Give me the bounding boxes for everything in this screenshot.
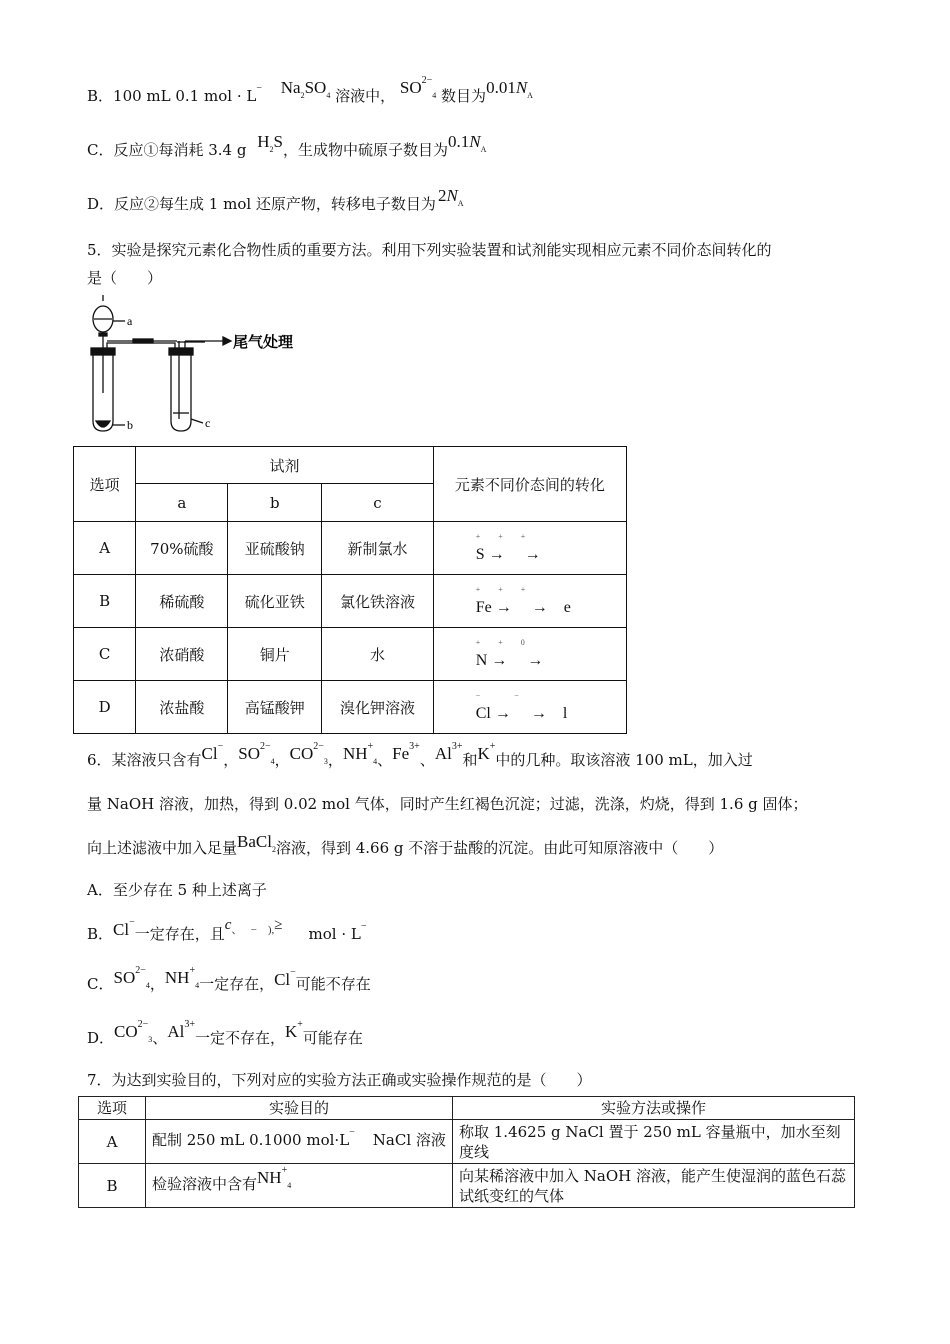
cell-method: 称取 1.4625 g NaCl 置于 250 mL 容量瓶中，加水至刻度线 [453, 1120, 855, 1164]
q4-option-d [87, 186, 464, 219]
q4c-prefix: C．反应①每消耗 3.4 g [87, 141, 247, 159]
cell-b: 高锰酸钾 [228, 681, 322, 734]
label-a: a [127, 314, 133, 328]
header-method: 实验方法或操作 [453, 1097, 855, 1120]
cell-a: 70%硫酸 [136, 522, 228, 575]
q7-table [78, 1096, 855, 1208]
cell-a: 浓硝酸 [136, 628, 228, 681]
q4b-na2so4: $Na_2SO_4$ [280, 78, 331, 100]
q6-stem-line2: 量 NaOH 溶液，加热，得到 0.02 mol 气体，同时产生红褐色沉淀；过滤，洗涤，灼烧，得到 1.6 g 固体； [87, 795, 808, 813]
q4c-value: $0.1N_A$ [448, 132, 487, 154]
header-option: 选项 [79, 1097, 146, 1120]
q6-option-a: A．至少存在 5 种上述离子 [87, 881, 267, 899]
cell-conversion: + + 0 N → → [433, 628, 626, 681]
exhaust-label: 尾气处理 [233, 333, 294, 351]
cell-opt: A [74, 522, 136, 575]
q4b-so4: $SO^{2-}_4$ [399, 75, 437, 100]
table-row [74, 681, 627, 734]
q5-table [73, 446, 627, 734]
q4c-mid: ，生成物中硫原子数目为 [283, 141, 449, 159]
cell-conversion: − − Cl → → l [433, 681, 626, 734]
cell-opt: A [79, 1120, 146, 1164]
q6-option-b: B．Cl−一定存在，且c、 − ),≥ mol · L− [87, 917, 367, 943]
table-row [79, 1164, 855, 1208]
q7-stem: 7．为达到实验目的，下列对应的实验方法正确或实验操作规范的是（ ） [87, 1071, 592, 1089]
cell-c: 氯化铁溶液 [322, 575, 434, 628]
cell-c: 水 [322, 628, 434, 681]
q4b-mid: 溶液中， [335, 87, 396, 105]
header-a: a [136, 484, 228, 522]
header-b: b [228, 484, 322, 522]
cell-a: 浓盐酸 [136, 681, 228, 734]
cell-purpose: 配制 250 mL 0.1000 mol·L− NaCl 溶液 [146, 1120, 453, 1164]
q6-option-c: C．$SO^{2-}_4$，$NH^+_4$一定存在，Cl−可能不存在 [87, 965, 371, 993]
experiment-apparatus-diagram [85, 293, 315, 433]
q5-stem-line1: 5．实验是探究元素化合物性质的重要方法。利用下列实验装置和试剂能实现相应元素不同价态间转化的 [87, 241, 772, 259]
cell-opt: D [74, 681, 136, 734]
q4b-tail: 数目为 [441, 87, 487, 105]
cell-b: 铜片 [228, 628, 322, 681]
q5-stem-line2: 是（ ） [87, 269, 163, 287]
q4b-sup: − [256, 83, 262, 94]
cell-conversion: + + + S → → [433, 522, 626, 575]
q6-stem-line1: 6．某溶液只含有Cl−，$SO^{2-}_4$，$CO^{2-}_3$，$NH^+_4$、$Fe^{3+}$、$Al^{3+}$和K+中的几种。取该溶液 100 mL，加入过 [87, 741, 753, 769]
table-row [74, 522, 627, 575]
header-option: 选项 [74, 447, 136, 522]
table-row [74, 628, 627, 681]
q4-option-b [87, 75, 533, 111]
table-row [79, 1120, 855, 1164]
label-b: b [127, 418, 133, 432]
header-conversion: 元素不同价态间的转化 [433, 447, 626, 522]
q4c-h2s: $H_2S$ [257, 132, 284, 154]
q4d-value: $2N_A$ [437, 186, 464, 208]
table-row [74, 575, 627, 628]
cell-b: 亚硫酸钠 [228, 522, 322, 575]
header-c: c [322, 484, 434, 522]
cell-purpose: 检验溶液中含有$NH^+_4$ [146, 1164, 453, 1208]
cell-b: 硫化亚铁 [228, 575, 322, 628]
cell-conversion: + + + Fe → → e [433, 575, 626, 628]
q6-option-d: D．$CO^{2-}_3$、$Al^{3+}$一定不存在，K+可能存在 [87, 1019, 363, 1047]
q4b-value: $0.01N_A$ [486, 78, 533, 100]
q6-stem-line3: 向上述滤液中加入足量BaCl$_2$溶液，得到 4.66 g 不溶于盐酸的沉淀。由此可知原溶液中（ ） [87, 832, 724, 857]
cell-opt: B [79, 1164, 146, 1208]
q4-option-c [87, 132, 487, 165]
cell-c: 溴化钾溶液 [322, 681, 434, 734]
cell-opt: B [74, 575, 136, 628]
label-c: c [205, 416, 211, 430]
q4b-prefix: B．100 mL 0.1 mol · L [87, 87, 257, 105]
cell-method: 向某稀溶液中加入 NaOH 溶液，能产生使湿润的蓝色石蕊试纸变红的气体 [453, 1164, 855, 1208]
header-reagent: 试剂 [136, 447, 433, 484]
header-purpose: 实验目的 [146, 1097, 453, 1120]
cell-opt: C [74, 628, 136, 681]
cell-a: 稀硫酸 [136, 575, 228, 628]
cell-c: 新制氯水 [322, 522, 434, 575]
q4d-prefix: D．反应②每生成 1 mol 还原产物，转移电子数目为 [87, 195, 436, 213]
